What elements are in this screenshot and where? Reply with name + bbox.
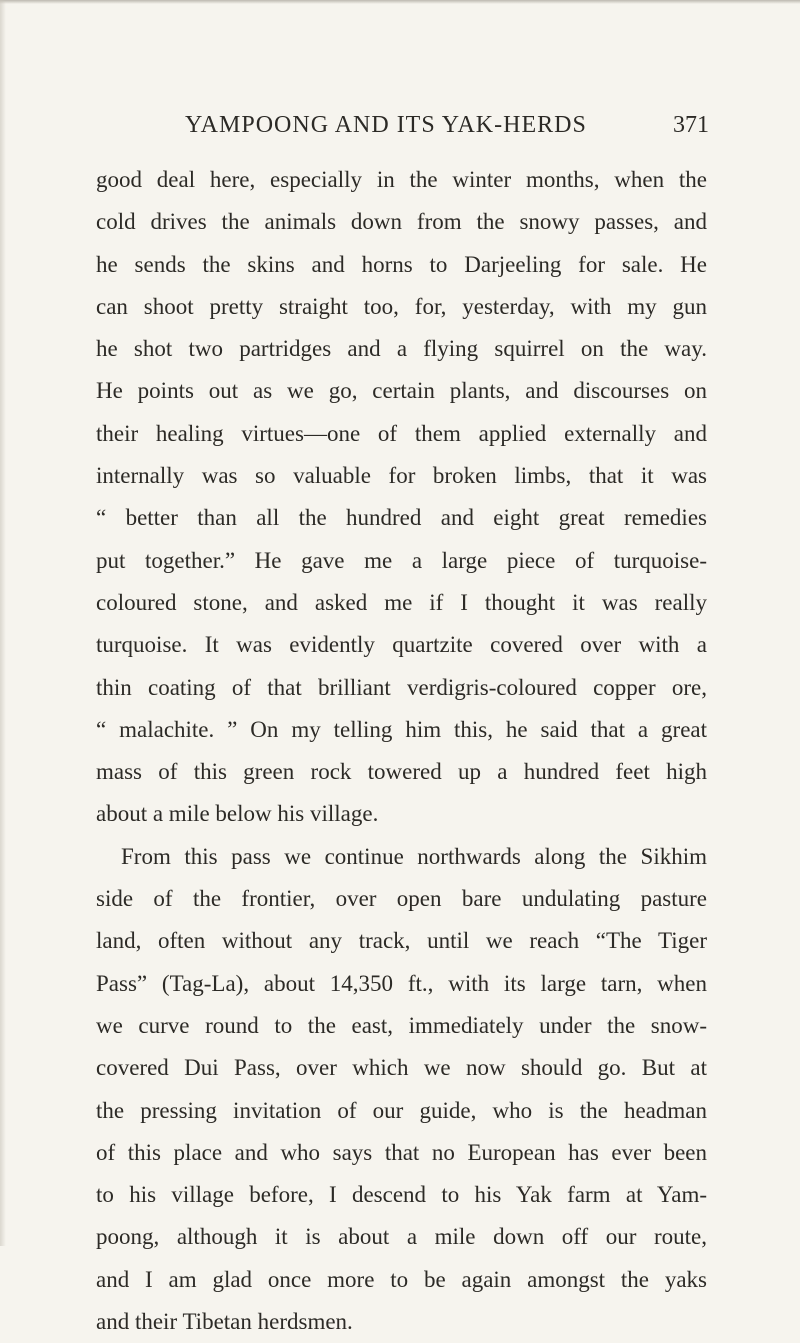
text-line: thin coating of that brilliant verdigris-coloured copper ore, (96, 674, 707, 700)
text-line: of this place and who says that no European has ever been (96, 1139, 707, 1165)
running-title: YAMPOONG AND ITS YAK-HERDS (185, 112, 587, 138)
text-line: about a mile below his village. (96, 801, 379, 827)
text-line: can shoot pretty straight too, for, yesterday, with my gun (96, 293, 707, 319)
text-line: their healing virtues—one of them applied externally and (96, 420, 707, 446)
text-line: turquoise. It was evidently quartzite covered over with a (96, 632, 707, 658)
text-line: the pressing invitation of our guide, who is the headman (96, 1097, 707, 1123)
text-line: From this pass we continue northwards along the Sikhim (121, 843, 707, 869)
page-edge-top (0, 0, 800, 4)
text-line: cold drives the animals down from the snowy passes, and (96, 209, 707, 235)
text-line: we curve round to the east, immediately under the snow- (96, 1012, 707, 1038)
text-line: and I am glad once more to be again amongst the yaks (96, 1266, 707, 1292)
text-line: He points out as we go, certain plants, and discourses on (96, 378, 707, 404)
text-line: Pass” (Tag-La), about 14,350 ft., with its large tarn, when (96, 970, 707, 996)
page-edge-left (0, 0, 6, 1246)
text-line: coloured stone, and asked me if I thought it was really (96, 589, 707, 615)
page-number: 371 (673, 112, 709, 138)
text-line: internally was so valuable for broken limbs, that it was (96, 463, 707, 489)
text-line: put together.” He gave me a large piece of turquoise- (96, 547, 707, 573)
text-line: side of the frontier, over open bare undulating pasture (96, 886, 707, 912)
running-head (0, 112, 800, 152)
text-line: land, often without any track, until we reach “The Tiger (96, 928, 707, 954)
text-line: covered Dui Pass, over which we now should go. But at (96, 1055, 707, 1081)
text-line: he sends the skins and horns to Darjeeling for sale. He (96, 251, 707, 277)
text-line: “ better than all the hundred and eight great remedies (96, 505, 707, 531)
body-text (96, 159, 707, 1343)
text-line: “ malachite. ” On my telling him this, he said that a great (96, 716, 707, 742)
text-line: he shot two partridges and a flying squirrel on the way. (96, 336, 707, 362)
text-line: poong, although it is about a mile down off our route, (96, 1224, 707, 1250)
text-line: and their Tibetan herdsmen. (96, 1309, 353, 1335)
text-line: good deal here, especially in the winter months, when the (96, 167, 707, 192)
text-line: to his village before, I descend to his Yak farm at Yam- (96, 1182, 707, 1208)
text-line: mass of this green rock towered up a hundred feet high (96, 759, 707, 785)
